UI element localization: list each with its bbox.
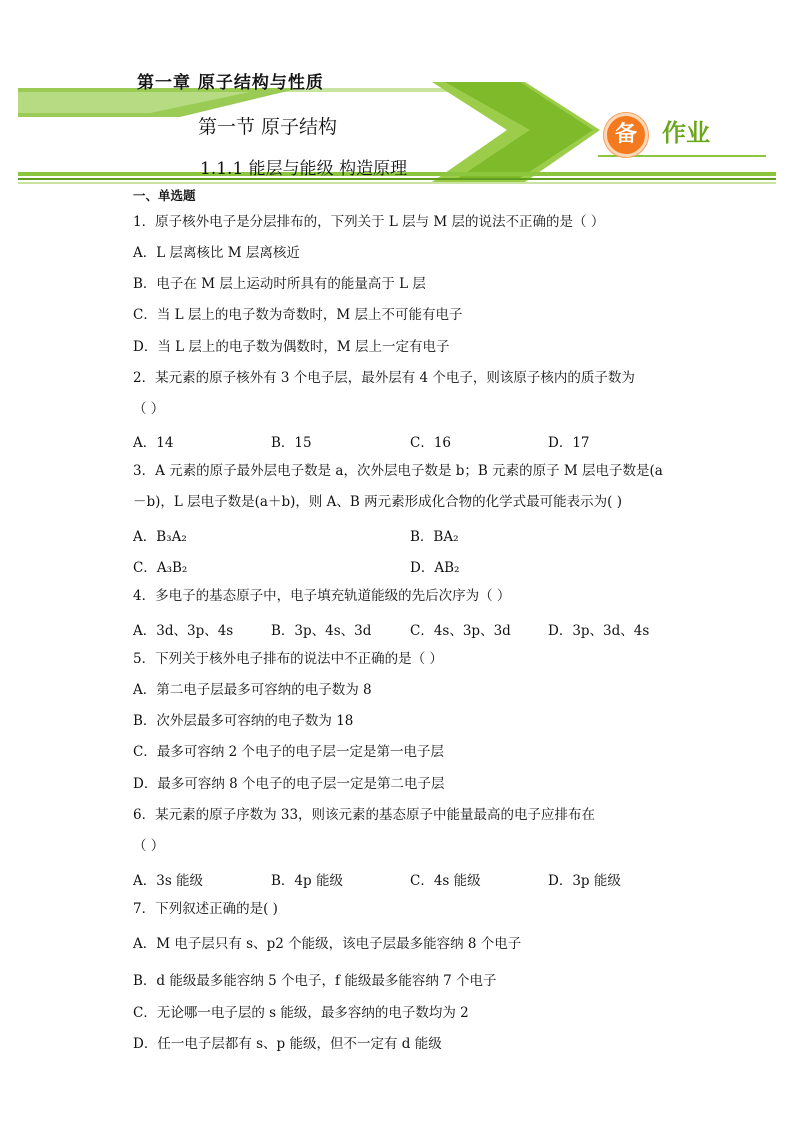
option: C．4s、3p、3d [410, 623, 511, 639]
question-stem-cont: －b)，L 层电子数是(a＋b)，则 A、B 两元素形成化合物的化学式最可能表示为( ) [133, 494, 622, 510]
section-heading: 一、单选题 [133, 188, 196, 203]
question-stem: 2．某元素的原子核外有 3 个电子层，最外层有 4 个电子，则该原子核内的质子数为 [133, 370, 635, 386]
option: A．14 [133, 435, 174, 451]
question-stem-cont: （ ） [133, 838, 165, 854]
lesson-title: 1.1.1 能层与能级 构造原理 [200, 159, 408, 179]
option: C．16 [410, 435, 452, 451]
option: A．L 层离核比 M 层离核近 [133, 245, 300, 261]
question-stem: 7．下列叙述正确的是( ) [133, 901, 278, 917]
question-stem: 4．多电子的基态原子中，电子填充轨道能级的先后次序为（ ） [133, 588, 511, 604]
question-stem: 3．A 元素的原子最外层电子数是 a，次外层电子数是 b；B 元素的原子 M 层电子数是(a [133, 463, 663, 479]
option: B．BA₂ [410, 529, 459, 545]
option: B．电子在 M 层上运动时所具有的能量高于 L 层 [133, 276, 426, 292]
option: C．A₃B₂ [133, 560, 188, 576]
section-title: 第一节 原子结构 [198, 116, 338, 138]
badge-icon: 备 [604, 113, 648, 157]
badge-label: 作业 [662, 119, 710, 147]
option: A．M 电子层只有 s、p2 个能级，该电子层最多能容纳 8 个电子 [133, 936, 522, 952]
option: D．最多可容纳 8 个电子的电子层一定是第二电子层 [133, 776, 445, 792]
option: D．任一电子层都有 s、p 能级，但不一定有 d 能级 [133, 1036, 442, 1052]
option: B．3p、4s、3d [271, 623, 372, 639]
option: D．AB₂ [410, 560, 460, 576]
option: C．最多可容纳 2 个电子的电子层一定是第一电子层 [133, 744, 445, 760]
option: B．d 能级最多能容纳 5 个电子，f 能级最多能容纳 7 个电子 [133, 973, 497, 989]
question-stem: 1．原子核外电子是分层排布的，下列关于 L 层与 M 层的说法不正确的是（ ） [133, 214, 605, 230]
option: A．第二电子层最多可容纳的电子数为 8 [133, 682, 372, 698]
question-stem: 6．某元素的原子序数为 33，则该元素的基态原子中能量最高的电子应排布在 [133, 807, 596, 823]
option: B．15 [271, 435, 312, 451]
option: C．当 L 层上的电子数为奇数时，M 层上不可能有电子 [133, 307, 463, 323]
option: D．当 L 层上的电子数为偶数时，M 层上一定有电子 [133, 339, 450, 355]
option: A．3s 能级 [133, 873, 204, 889]
option: A．B₃A₂ [133, 529, 187, 545]
question-stem: 5．下列关于核外电子排布的说法中不正确的是（ ） [133, 651, 443, 667]
option: C．无论哪一电子层的 s 能级，最多容纳的电子数均为 2 [133, 1005, 469, 1021]
option: D．3p 能级 [548, 873, 621, 889]
question-stem-cont: （ ） [133, 401, 165, 417]
option: D．17 [548, 435, 590, 451]
option: A．3d、3p、4s [133, 623, 234, 639]
option: B．4p 能级 [271, 873, 343, 889]
chapter-title: 第一章 原子结构与性质 [137, 73, 324, 93]
option: B．次外层最多可容纳的电子数为 18 [133, 713, 354, 729]
option: C．4s 能级 [410, 873, 481, 889]
option: D．3p、3d、4s [548, 623, 650, 639]
